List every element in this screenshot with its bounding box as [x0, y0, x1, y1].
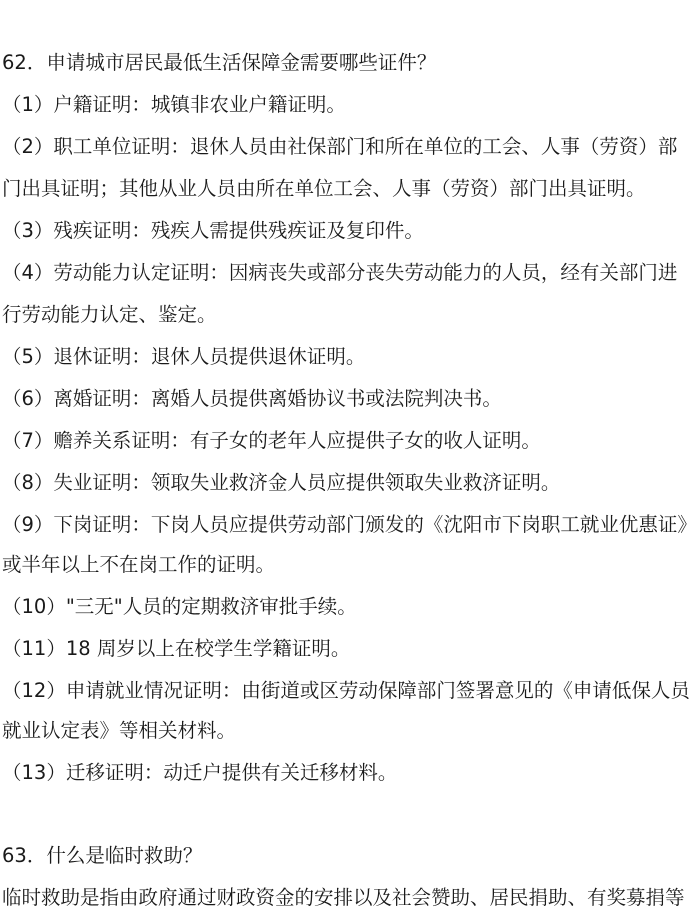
- item-8-unemployment-certificate: （8）失业证明：领取失业救济金人员应提供领取失业救济证明。: [2, 471, 561, 494]
- item-12-employment-status-line-1: （12）申请就业情况证明：由街道或区劳动保障部门签署意见的《申请低保人员: [2, 679, 690, 702]
- answer-63-paragraph: 临时救助是指由政府通过财政资金的安排以及社会赞助、居民捐助、有奖募捐等: [2, 886, 685, 909]
- item-4-work-capacity-line-2: 行劳动能力认定、鉴定。: [2, 303, 217, 326]
- item-2-employer-certificate-line-2: 门出具证明；其他从业人员由所在单位工会、人事（劳资）部门出具证明。: [2, 177, 646, 200]
- item-9-layoff-certificate-line-1: （9）下岗证明：下岗人员应提供劳动部门颁发的《沈阳市下岗职工就业优惠证》: [2, 513, 697, 536]
- item-13-relocation-certificate: （13）迁移证明：动迁户提供有关迁移材料。: [2, 761, 398, 784]
- item-10-three-nos-approval: （10）"三无"人员的定期救济审批手续。: [2, 595, 357, 618]
- item-7-support-relationship: （7）赡养关系证明：有子女的老年人应提供子女的收人证明。: [2, 429, 541, 452]
- item-9-layoff-certificate-line-2: 或半年以上不在岗工作的证明。: [2, 553, 276, 576]
- question-62-heading: 62．申请城市居民最低生活保障金需要哪些证件？: [2, 51, 437, 74]
- item-6-divorce-certificate: （6）离婚证明：离婚人员提供离婚协议书或法院判决书。: [2, 387, 502, 410]
- item-3-disability-certificate: （3）残疾证明：残疾人需提供残疾证及复印件。: [2, 219, 424, 242]
- item-11-student-status: （11）18 周岁以上在校学生学籍证明。: [2, 637, 351, 660]
- item-4-work-capacity-line-1: （4）劳动能力认定证明：因病丧失或部分丧失劳动能力的人员，经有关部门进: [2, 261, 678, 284]
- question-63-heading: 63．什么是临时救助？: [2, 844, 203, 867]
- item-12-employment-status-line-2: 就业认定表》等相关材料。: [2, 719, 237, 742]
- item-5-retirement-certificate: （5）退休证明：退休人员提供退休证明。: [2, 345, 366, 368]
- item-2-employer-certificate-line-1: （2）职工单位证明：退休人员由社保部门和所在单位的工会、人事（劳资）部: [2, 135, 678, 158]
- item-1-household-registration: （1）户籍证明：城镇非农业户籍证明。: [2, 93, 346, 116]
